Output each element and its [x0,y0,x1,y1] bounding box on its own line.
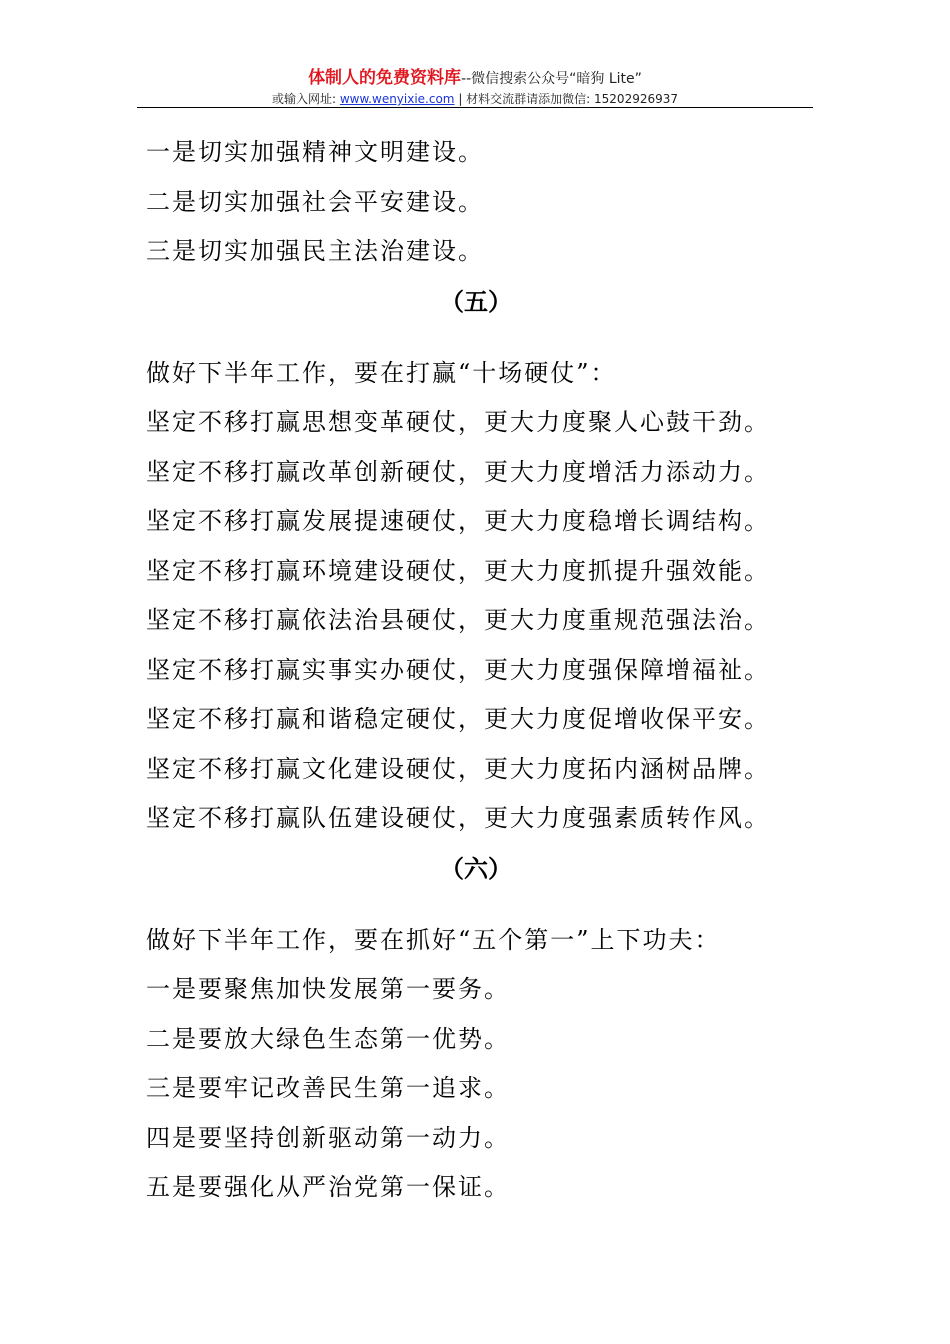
url-prefix: 或输入网址: [271,92,340,106]
page-header [0,68,950,108]
paragraph: 坚定不移打赢实事实办硬仗，更大力度强保障增福祉。 [146,655,770,684]
paragraph: 做好下半年工作，要在打赢“十场硬仗”： [146,358,617,387]
paragraph: 坚定不移打赢改革创新硬仗，更大力度增活力添动力。 [146,457,770,486]
paragraph: 坚定不移打赢发展提速硬仗，更大力度稳增长调结构。 [146,507,770,535]
header-divider [137,107,813,108]
paragraph: 坚定不移打赢思想变革硬仗，更大力度聚人心鼓干劲。 [146,408,770,436]
section-heading-5: （五） [440,286,512,316]
brand-name: 体制人的免费资料库 [308,68,462,88]
contact-info: | 材料交流群请添加微信: 15202926937 [454,92,679,106]
document-body [146,128,786,1213]
website-link[interactable]: www.wenyixie.com [339,92,455,106]
paragraph: 三是要牢记改善民生第一追求。 [146,1074,510,1102]
section-heading-6: （六） [440,853,512,883]
paragraph: 二是要放大绿色生态第一优势。 [146,1024,510,1053]
paragraph: 坚定不移打赢和谐稳定硬仗，更大力度促增收保平安。 [146,705,770,733]
paragraph: 一是要聚焦加快发展第一要务。 [146,975,510,1003]
paragraph: 二是切实加强社会平安建设。 [146,187,484,216]
paragraph: 坚定不移打赢依法治县硬仗，更大力度重规范强法治。 [146,606,770,634]
paragraph: 三是切实加强民主法治建设。 [146,237,484,265]
paragraph: 坚定不移打赢环境建设硬仗，更大力度抓提升强效能。 [146,556,770,585]
paragraph: 坚定不移打赢文化建设硬仗，更大力度拓内涵树品牌。 [146,754,770,783]
paragraph: 五是要强化从严治党第一保证。 [146,1173,510,1201]
header-title-line [0,68,950,89]
paragraph: 做好下半年工作，要在抓好“五个第一”上下功夫： [146,925,721,954]
paragraph: 四是要坚持创新驱动第一动力。 [146,1123,510,1152]
paragraph: 坚定不移打赢队伍建设硬仗，更大力度强素质转作风。 [146,804,770,832]
header-contact-line [0,90,950,108]
header-tagline: --微信搜索公众号“暗狗 Lite” [461,71,642,87]
paragraph: 一是切实加强精神文明建设。 [146,138,484,166]
